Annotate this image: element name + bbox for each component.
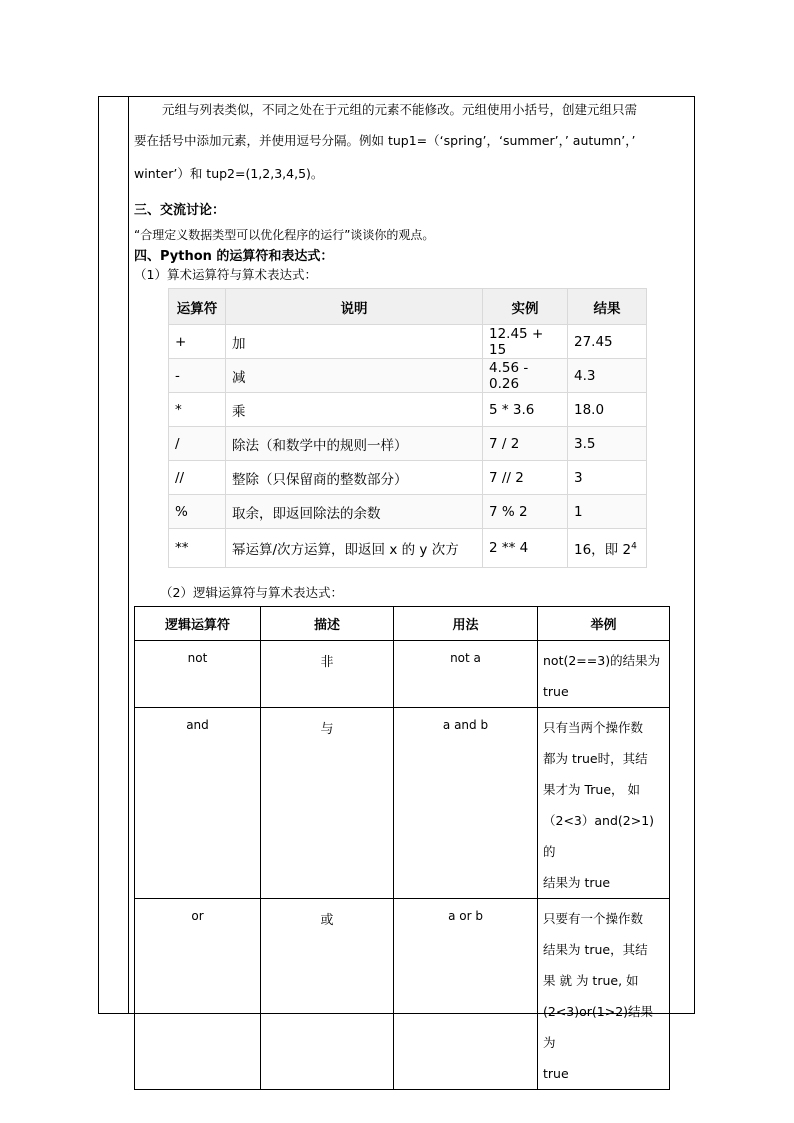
logic-op: not (135, 641, 261, 708)
logic-op: or (135, 899, 261, 1090)
arith-cell: 12.45 + 15 (483, 325, 568, 359)
frame-divider (128, 96, 129, 1014)
arith-cell: / (169, 427, 226, 461)
table-row (135, 641, 670, 708)
logic-operator-table (134, 606, 670, 1090)
arith-cell: 2 ** 4 (483, 529, 568, 568)
arith-cell: 乘 (226, 393, 483, 427)
section3-text: “合理定义数据类型可以优化程序的运行”谈谈你的观点。 (134, 228, 435, 242)
arith-cell: * (169, 393, 226, 427)
arith-cell: 4.56 - 0.26 (483, 359, 568, 393)
intro-line-1: 元组与列表类似，不同之处在于元组的元素不能修改。元组使用小括号，创建元组只需 (162, 102, 638, 117)
arith-cell: 1 (568, 495, 647, 529)
table-row (169, 529, 647, 568)
arith-cell: 幂运算/次方运算，即返回 x 的 y 次方 (226, 529, 483, 568)
example-line: 果 就 为 true, 如 (543, 973, 639, 988)
table-row (169, 427, 647, 461)
power-result: 16，即 2 (574, 542, 632, 558)
intro-line-3: winter’）和 tup2=(1,2,3,4,5)。 (134, 166, 324, 181)
arith-header: 结果 (568, 289, 647, 325)
arith-cell: 加 (226, 325, 483, 359)
table-row (169, 461, 647, 495)
section4-heading: 四、Python 的运算符和表达式： (134, 249, 334, 264)
example-line: 都为 true时，其结 (543, 751, 648, 766)
logic-example (538, 708, 670, 899)
arith-cell: 7 / 2 (483, 427, 568, 461)
arith-cell: 5 * 3.6 (483, 393, 568, 427)
arithmetic-operator-table (168, 288, 647, 568)
table-row (169, 495, 647, 529)
arith-cell: 取余，即返回除法的余数 (226, 495, 483, 529)
arith-cell: 整除（只保留商的整数部分） (226, 461, 483, 495)
logic-desc: 或 (261, 899, 394, 1090)
example-line: not(2==3)的结果为 (543, 653, 661, 668)
logic-op: and (135, 708, 261, 899)
arith-cell: + (169, 325, 226, 359)
arith-cell: 7 % 2 (483, 495, 568, 529)
arith-cell: 4.3 (568, 359, 647, 393)
table-row (169, 359, 647, 393)
arith-cell: % (169, 495, 226, 529)
logic-usage: not a (394, 641, 538, 708)
example-line: (2<3)or(1>2)结果为 (543, 1004, 654, 1050)
example-line: true (543, 684, 569, 699)
arith-header: 实例 (483, 289, 568, 325)
arith-header: 说明 (226, 289, 483, 325)
arith-cell: 7 // 2 (483, 461, 568, 495)
intro-line-2: 要在括号中添加元素，并使用逗号分隔。例如 tup1=（‘spring’，‘summer’，’ autumn’，’ (134, 133, 636, 148)
logic-header: 用法 (394, 607, 538, 641)
arith-cell: 减 (226, 359, 483, 393)
arith-cell: 18.0 (568, 393, 647, 427)
arith-header: 运算符 (169, 289, 226, 325)
table-row (135, 899, 670, 1090)
arith-cell: - (169, 359, 226, 393)
example-line: 结果为 true，其结 (543, 942, 648, 957)
arith-cell: ** (169, 529, 226, 568)
section3-heading: 三、交流讨论： (134, 203, 226, 218)
example-line: 只有当两个操作数 (543, 720, 644, 735)
example-line: 只要有一个操作数 (543, 911, 644, 926)
table-row (169, 393, 647, 427)
power-exponent: 4 (631, 541, 637, 552)
section4-sub2: （2）逻辑运算符与算术表达式： (160, 585, 343, 600)
section4-sub1: （1）算术运算符与算术表达式： (134, 267, 317, 282)
logic-desc: 非 (261, 641, 394, 708)
table-row (135, 708, 670, 899)
logic-desc: 与 (261, 708, 394, 899)
arith-cell: // (169, 461, 226, 495)
example-line: 果才为 True， 如 (543, 782, 640, 797)
example-line: 结果为 true (543, 875, 611, 890)
arith-cell: 3 (568, 461, 647, 495)
arith-cell: 27.45 (568, 325, 647, 359)
logic-usage: a or b (394, 899, 538, 1090)
arith-cell (568, 529, 647, 568)
logic-example (538, 899, 670, 1090)
logic-usage: a and b (394, 708, 538, 899)
logic-header: 举例 (538, 607, 670, 641)
logic-header: 描述 (261, 607, 394, 641)
arith-cell: 除法（和数学中的规则一样） (226, 427, 483, 461)
logic-example (538, 641, 670, 708)
table-row (169, 325, 647, 359)
example-line: true (543, 1066, 569, 1081)
arith-cell: 3.5 (568, 427, 647, 461)
example-line: （2<3）and(2>1)的 (543, 813, 655, 859)
logic-header: 逻辑运算符 (135, 607, 261, 641)
